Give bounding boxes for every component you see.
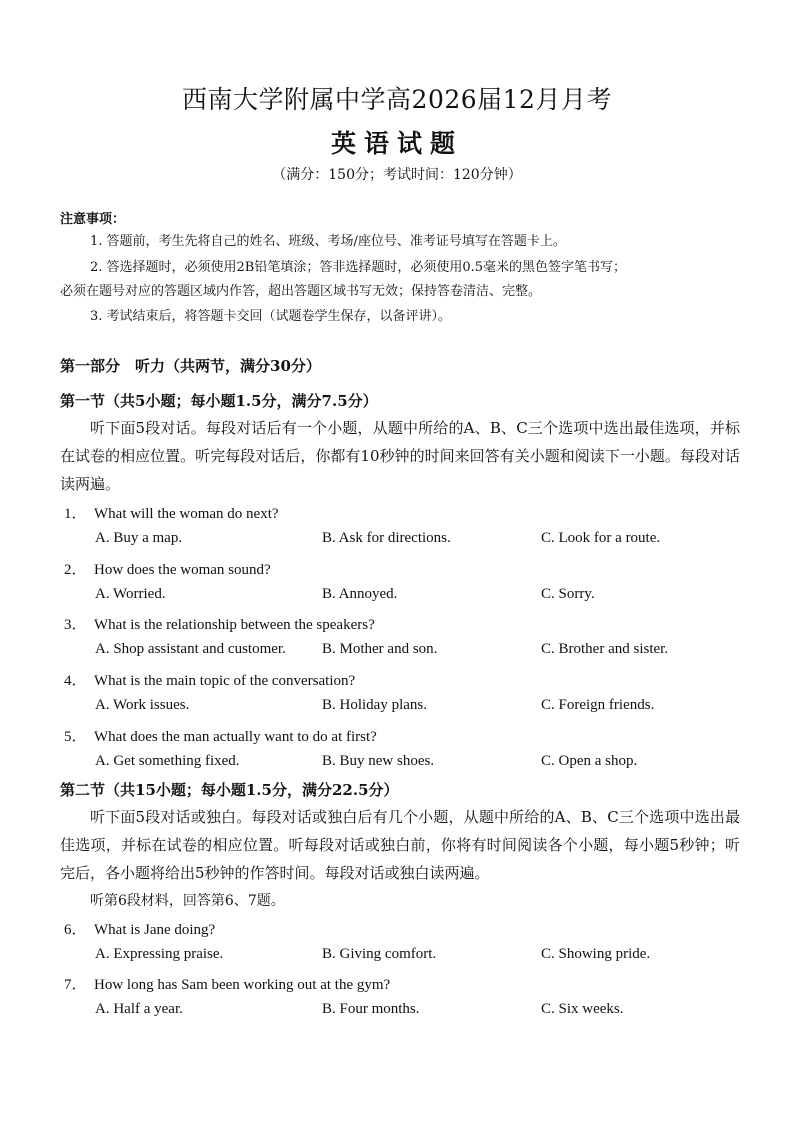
q3-option-a: A. Shop assistant and customer. [95,641,286,657]
section1-instructions: 听下面5段对话。每段对话后有一个小题，从题中所给的A、B、C三个选项中选出最佳选项，并标在试卷的相应位置。听完每段对话后，你都有10秒钟的时间来回答有关小题和阅读下一小题。每段对话读两遍。 [60,419,740,493]
q5-option-c: C. Open a shop. [541,753,638,769]
q7-option-b: B. Four months. [322,1001,420,1017]
listen-material-6: 听第6段材料，回答第6、7题。 [90,893,285,909]
q1-option-c: C. Look for a route. [541,530,661,546]
section2-instructions: 听下面5段对话或独白。每段对话或独白后有几个小题，从题中所给的A、B、C三个选项中选出最佳选项，并标在试卷的相应位置。听每段对话或独白前，你将有时间阅读各个小题，每小题5秒钟；听完后，各小题将给出5秒钟的作答时间。每段对话或独白读两遍。 [60,808,740,882]
section2-heading: 第二节（共15小题；每小题1.5分，满分22.5分） [60,781,399,799]
note-item-1: 1. 答题前，考生先将自己的姓名、班级、考场/座位号、准考证号填写在答题卡上。 [90,234,566,249]
score-time-line: （满分：150分；考试时间：120分钟） [272,167,522,183]
notes-heading: 注意事项： [60,212,126,227]
question-7: 7． How long has Sam been working out at the gym? [64,977,391,993]
part1-heading: 第一部分 听力（共两节，满分30分） [60,357,321,375]
q2-option-a: A. Worried. [95,586,166,602]
question-1: 1． What will the woman do next? [64,506,279,522]
q6-option-a: A. Expressing praise. [95,946,224,962]
q1-option-a: A. Buy a map. [95,530,183,546]
note-item-2: 2. 答选择题时，必须使用2B铅笔填涂；答非选择题时，必须使用0.5毫米的黑色签字笔书写； [90,260,627,275]
note-item-2-cont: 必须在题号对应的答题区域内作答，超出答题区域书写无效；保持答卷清洁、完整。 [60,284,542,299]
section1-heading: 第一节（共5小题；每小题1.5分，满分7.5分） [60,392,378,410]
q7-option-c: C. Six weeks. [541,1001,624,1017]
q2-option-c: C. Sorry. [541,586,595,602]
question-5: 5． What does the man actually want to do at first? [64,729,377,745]
q6-option-c: C. Showing pride. [541,946,651,962]
q4-option-a: A. Work issues. [95,697,190,713]
q1-option-b: B. Ask for directions. [322,530,451,546]
subject-title: 英语试题 [330,129,463,158]
question-3: 3． What is the relationship between the speakers? [64,617,375,633]
q2-option-b: B. Annoyed. [322,586,398,602]
q3-option-c: C. Brother and sister. [541,641,669,657]
q5-option-a: A. Get something fixed. [95,753,240,769]
note-item-3: 3. 考试结束后，将答题卡交回（试题卷学生保存，以备评讲）。 [90,309,452,324]
q7-option-a: A. Half a year. [95,1001,183,1017]
q4-option-c: C. Foreign friends. [541,697,655,713]
q5-option-b: B. Buy new shoes. [322,753,435,769]
question-2: 2． How does the woman sound? [64,562,271,578]
question-4: 4． What is the main topic of the conversation? [64,673,356,689]
q6-option-b: B. Giving comfort. [322,946,437,962]
question-6: 6． What is Jane doing? [64,922,216,938]
q3-option-b: B. Mother and son. [322,641,438,657]
q4-option-b: B. Holiday plans. [322,697,427,713]
page-title: 西南大学附属中学高2026届12月月考 [182,85,612,114]
